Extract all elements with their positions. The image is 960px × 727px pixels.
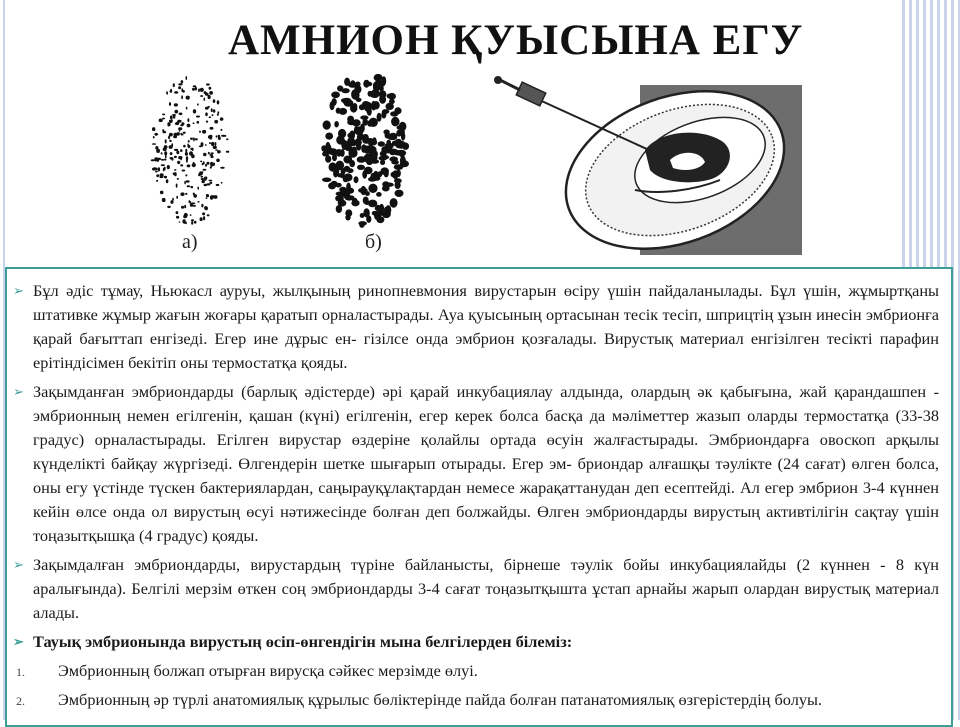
text-panel <box>5 267 953 727</box>
paragraph-2 <box>13 380 939 548</box>
slide-title: АМНИОН ҚУЫСЫНА ЕГУ <box>228 17 804 64</box>
item-number: 2. <box>16 694 25 708</box>
bullet-arrow-icon: ➢ <box>13 557 24 572</box>
egg-inoculation-figure <box>140 70 810 265</box>
bullet-arrow-icon: ➢ <box>13 283 24 298</box>
item-text: Эмбрионның әр түрлі анатомиялық құрылыс бөліктерінде пайда болған патанатомиялық өзгерістердің болуы. <box>58 690 823 709</box>
paragraph-2-text: Зақымданған эмбриондарды (барлық әдістерде) әрі қарай инкубациялау алдында, олардың әк қабығына, жай қарандашпен - эмбрионның немен егілгенін, қашан (күні) егілгенін, егер керек болса басқа да мәліметтер жазып оларды термостатқа (33-38 градус) орналастырады. Егілген вирустар өздеріне қолайлы ортада өсуін жалғастырады. Эмбриондарға овоскоп арқылы күнделікті байқау жүргізеді. Өлгендерін шетке шығарып отырады. Егер эм- бриондар алғашқы тәулікте (24 сағат) өлген болса, оны егу үстінде түскен бактериялардан, саңырауқұлақтардан немесе жарақаттанудан деп есептейді. Ал егер эмбрион 3-4 күннен кейін өлсе онда ол вирустың өсуі нәтижесінде болған деп болжайды. Өлген эмбриондарды вирустың активтілігін сақтау үшін тоңазытқышқа (4 градус) қояды. <box>33 382 939 545</box>
speckled-egg-b <box>321 74 409 228</box>
numbered-item <box>13 688 939 712</box>
bullet-arrow-icon: ➢ <box>13 384 24 399</box>
paragraph-1 <box>13 279 939 375</box>
signs-heading-text: Тауық эмбрионында вирустың өсіп-өнгендігін мына белгілерден білеміз: <box>33 632 573 651</box>
signs-heading <box>13 630 939 654</box>
paragraph-3-text: Зақымдалған эмбриондарды, вирустардың түріне байланысты, бірнеше тәулік бойы инкубациялайды (2 күннен - 8 күн аралығында). Белгілі мерзім өткен соң эмбриондарды 3-4 сағат тоңазытқышта ұстап арнайы жарып олардан вирустық материал алады. <box>33 555 939 622</box>
bullet-arrow-icon: ➢ <box>13 634 24 649</box>
numbered-item <box>13 659 939 683</box>
paragraph-1-text: Бұл әдіс тұмау, Ньюкасл ауруы, жылқының ринопневмония вирустарын өсіру үшін пайдаланылады. Бұл үшін, жұмыртқаны штативке жұмыр жағын жоғары қаратып орналастырады. Ауа қуысының ортасынан тесік тесіп, шприцтің ұзын инесін эмбрионға қарай бағыттап енгізеді. Егер ине дұрыс ен- гізілсе онда эмбрион қозғалады. Вирустық материал енгізілген тесікті парафин ерітіндісімен бекітіп оны термостатқа қояды. <box>33 281 939 372</box>
item-number: 1. <box>16 665 25 679</box>
egg-cross-section-illustration <box>494 70 806 265</box>
caption-a: а) <box>182 231 198 253</box>
paragraph-3 <box>13 553 939 625</box>
item-text: Эмбрионның болжап отырған вирусқа сәйкес мерзімде өлуі. <box>58 661 478 680</box>
speckled-egg-a <box>151 76 230 225</box>
caption-b: б) <box>365 231 382 253</box>
